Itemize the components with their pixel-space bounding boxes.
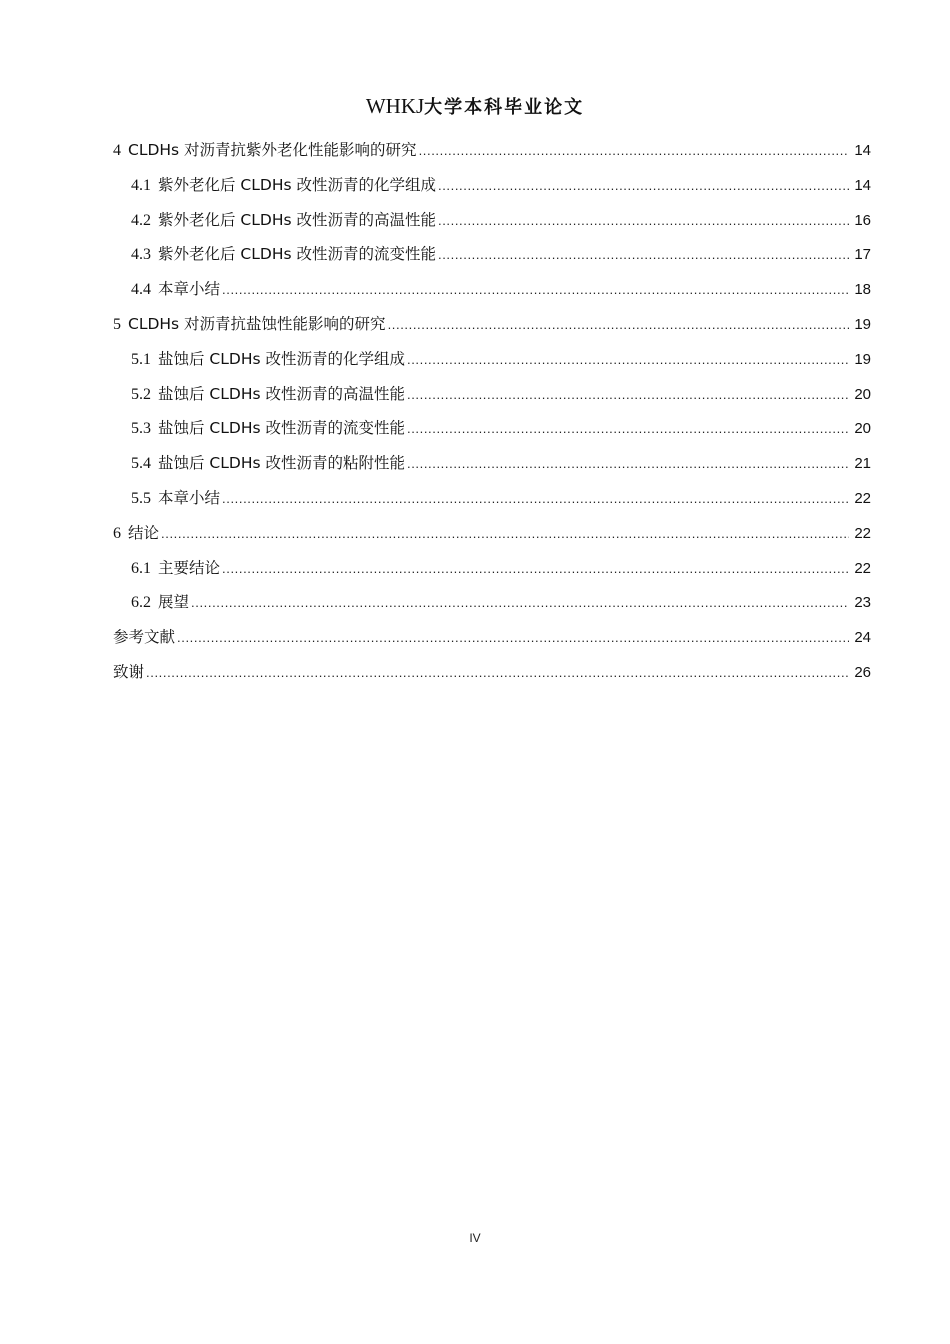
toc-entry-number: 4.3 — [131, 246, 151, 264]
toc-dot-leader — [407, 378, 849, 413]
toc-entry[interactable] — [113, 551, 871, 586]
toc-dot-leader — [438, 204, 849, 239]
toc-entry-page: 22 — [854, 489, 871, 507]
toc-entry-number: 4.4 — [131, 281, 151, 299]
toc-entry-number: 5.3 — [131, 420, 151, 438]
toc-entry-number: 4.1 — [131, 176, 151, 194]
toc-dot-leader — [407, 343, 849, 378]
toc-entry-number: 6.2 — [131, 594, 151, 612]
toc-entry-page: 19 — [854, 315, 871, 333]
toc-dot-leader — [438, 238, 849, 273]
toc-entry[interactable] — [113, 342, 871, 377]
toc-entry-number: 6.1 — [131, 559, 151, 577]
toc-entry[interactable] — [113, 237, 871, 272]
toc-entry-number: 5.4 — [131, 455, 151, 473]
toc-entry[interactable] — [113, 516, 871, 551]
toc-entry-page: 20 — [854, 385, 871, 403]
toc-entry[interactable] — [113, 655, 871, 690]
toc-entry-title: 紫外老化后 CLDHs 改性沥青的高温性能 — [158, 210, 436, 229]
toc-dot-leader — [407, 412, 849, 447]
page-number: IV — [469, 1231, 481, 1245]
toc-entry-number: 5 — [113, 315, 121, 333]
toc-entry-page: 16 — [854, 211, 871, 229]
toc-entry-page: 22 — [854, 559, 871, 577]
toc-entry-number: 6 — [113, 524, 121, 542]
toc-dot-leader — [388, 308, 849, 343]
toc-entry[interactable] — [113, 272, 871, 307]
toc-entry[interactable] — [113, 307, 871, 342]
toc-entry-title: 致谢 — [113, 662, 145, 681]
toc-entry-title: 主要结论 — [158, 558, 221, 577]
toc-entry-title: 结论 — [128, 523, 160, 542]
toc-entry[interactable] — [113, 133, 871, 168]
toc-entry-title: 紫外老化后 CLDHs 改性沥青的流变性能 — [158, 245, 436, 264]
page-header — [0, 93, 950, 121]
toc-dot-leader — [407, 447, 849, 482]
toc-dot-leader — [161, 517, 849, 552]
toc-entry-page: 18 — [854, 281, 871, 299]
toc-dot-leader — [222, 552, 849, 587]
toc-entry-page: 24 — [854, 629, 871, 647]
toc-entry-page: 22 — [854, 524, 871, 542]
toc-entry-number: 4.2 — [131, 211, 151, 229]
toc-dot-leader — [419, 134, 849, 169]
toc-dot-leader — [191, 586, 849, 621]
toc-entry-title: 盐蚀后 CLDHs 改性沥青的流变性能 — [158, 419, 405, 438]
toc-entry-number: 5.2 — [131, 385, 151, 403]
toc-dot-leader — [177, 621, 849, 656]
header-title: 大学本科毕业论文 — [424, 97, 585, 118]
toc-entry[interactable] — [113, 446, 871, 481]
toc-entry-title: 盐蚀后 CLDHs 改性沥青的化学组成 — [158, 349, 405, 368]
toc-entry-page: 17 — [854, 246, 871, 264]
toc-entry-title: 盐蚀后 CLDHs 改性沥青的粘附性能 — [158, 454, 405, 473]
toc-entry[interactable] — [113, 585, 871, 620]
toc-entry-number: 5.5 — [131, 489, 151, 507]
toc-entry[interactable] — [113, 411, 871, 446]
toc-dot-leader — [222, 482, 849, 517]
toc-entry-title: CLDHs 对沥青抗盐蚀性能影响的研究 — [128, 314, 386, 333]
toc-entry-page: 14 — [854, 176, 871, 194]
toc-entry[interactable] — [113, 168, 871, 203]
toc-entry-title: 展望 — [158, 593, 190, 612]
toc-dot-leader — [438, 169, 849, 204]
toc-entry[interactable] — [113, 377, 871, 412]
toc-entry-page: 14 — [854, 142, 871, 159]
toc-entry[interactable] — [113, 620, 871, 655]
toc-entry-title: CLDHs 对沥青抗紫外老化性能影响的研究 — [128, 141, 417, 159]
toc-entry[interactable] — [113, 481, 871, 516]
toc-entry-page: 19 — [854, 350, 871, 368]
toc-entry-title: 参考文献 — [113, 628, 176, 647]
toc-entry-page: 23 — [854, 594, 871, 612]
toc-entry-title: 本章小结 — [158, 488, 221, 507]
toc-entry-page: 20 — [854, 420, 871, 438]
toc-dot-leader — [146, 656, 849, 691]
table-of-contents — [113, 133, 871, 690]
toc-entry[interactable] — [113, 203, 871, 238]
header-brand: WHKJ — [365, 94, 425, 118]
toc-entry-title: 本章小结 — [158, 280, 221, 299]
toc-dot-leader — [222, 273, 849, 308]
toc-entry-number: 5.1 — [131, 350, 151, 368]
toc-entry-page: 21 — [854, 455, 871, 473]
toc-entry-number: 4 — [113, 142, 121, 159]
toc-entry-title: 紫外老化后 CLDHs 改性沥青的化学组成 — [158, 175, 436, 194]
toc-entry-page: 26 — [854, 663, 871, 681]
toc-entry-title: 盐蚀后 CLDHs 改性沥青的高温性能 — [158, 384, 405, 403]
